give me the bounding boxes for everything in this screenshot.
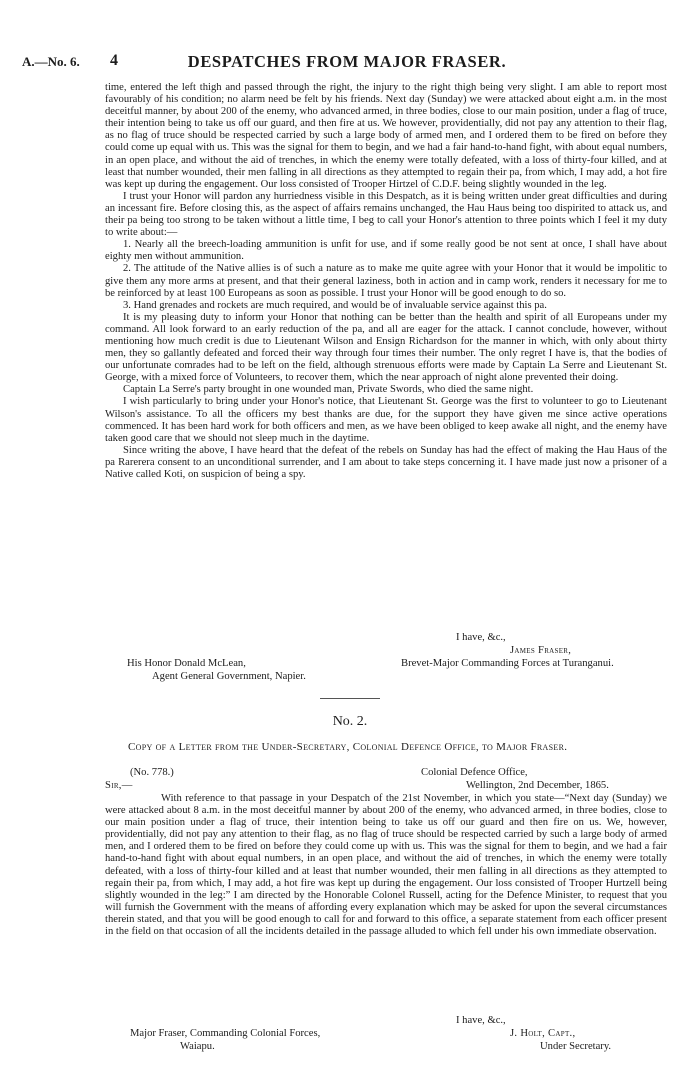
page-number: 4 (110, 52, 118, 69)
signature-title: Brevet-Major Commanding Forces at Turanganui. (401, 658, 614, 669)
page-header (22, 52, 672, 74)
paragraph: It is my pleasing duty to inform your Honor that nothing can be better than the health and spirit of all Europeans under my command. All look forward to an early reduction of the pa, and all are eager for the attack. I cannot conclude, however, without mentioning how much credit is due to Lieutenant Wilson and Ensign Richardson for the manner in which, with only about thirty men, they so gallantly defeated and forced their way through four times their number. The only regret I have is, that the bodies of our unfortunate comrades had to be left on the field, although strenuous efforts were made by Captain La Serre and Lieutenant St. George, with a mixed force of Volunteers, to recover them, which the near approach of night alone prevented their doing. (105, 311, 667, 384)
paragraph: I wish particularly to bring under your Honor's notice, that Lieutenant St. George was the first to volunteer to go to Lieutenant Wilson's assistance. To all the officers my best thanks are due, for the support they have given me since active operations commenced. It has been hard work for both officers and men, as we have been obliged to keep awake all night, and the enemy have taken good care that we should not sleep much in the daytime. (105, 396, 667, 444)
letter-number-heading: No. 2. (332, 714, 368, 729)
addressee-name: His Honor Donald McLean, (127, 658, 246, 669)
paragraph: 1. Nearly all the breech-loading ammunition is unfit for use, and if some really good be not sent at once, I shall have about eighty men without ammunition. (105, 239, 667, 263)
letter-date: Wellington, 2nd December, 1865. (466, 780, 609, 791)
closing-line: I have, &c., (456, 1015, 506, 1026)
signature-title: Under Secretary. (540, 1041, 612, 1052)
addressee-title: Agent General Government, Napier. (152, 671, 306, 682)
paragraph: I trust your Honor will pardon any hurriedness visible in this Despatch, as it is being written under great difficulties and during an incessant fire. Before closing this, as the aspect of affairs remains unchanged, the Hau Haus being too dispirited to attack us, and their pa being too strong to be taken without a little time, I beg to call your Honor's attention to three points which I feel it my duty to write about:— (105, 190, 667, 239)
signature-name: J. Holt, Capt., (510, 1028, 576, 1039)
addressee-location: Waiapu. (180, 1041, 215, 1052)
office-name: Colonial Defence Office, (421, 767, 528, 778)
salutation: Sir,— (105, 780, 133, 791)
paragraph: time, entered the left thigh and passed through the right, the injury to the right thigh being very slight. I am able to report most favourably of his condition; no alarm need be felt by his friends. Next day (Sunday) we were attacked about eight a.m. in the most deceitful manner, by about 200 of the enemy, who advanced armed, in three bodies, close to our main position, under a flag of truce, their intention being to take us off our guard, and then fire at us. We however, providentially, did not pay any attention to their flag, as no flag of truce should be respected carried by such a large body of armed men, and I ordered them to be fired on before they could come up equal with us. This was the signal for them to begin, and we had a fair hand-to-hand fight, with about equal numbers, in an open place, and without the aid of trenches, in which the enemy were totally defeated, with a loss of thirty-four killed, and at least that number wounded, their men falling in all directions as they attempted to regain their pa, from which, I may add, a hot fire was kept up during the engagement. Our loss consisted of Trooper Hirtzel of C.D.F. being slightly wounded in the leg. (105, 82, 667, 190)
closing-line: I have, &c., (456, 632, 506, 643)
letter-one-body (105, 82, 667, 481)
paragraph: 3. Hand grenades and rockets are much required, and would be of invaluable service against this pa. (123, 299, 547, 311)
paragraph: 2. The attitude of the Native allies is of such a nature as to make me quite agree with your Honor that it would be impolitic to give them any more arms at present, and that their general laziness, both in action and in camp work, renders it necessary for me to be reinforced by at least 100 Europeans as soon as possible. I trust your Honor will be good enough to do so. (105, 263, 667, 299)
paragraph: With reference to that passage in your Despatch of the 21st November, in which you state—“Next day (Sunday) we were attacked about 8 a.m. in the most deceitful manner by about 200 of the enemy, who advanced armed, in three bodies, close to our main position under a flag of truce, their intention being to take us off our guard and then fire on us. We, however, providentially, did not pay any attention to their flag, as no flag of truce should be respected carried by such a large body of armed men, and I ordered them to be fired on before they could come up with us. This was the signal for them to begin, and we had a fair hand-to-hand fight with about equal numbers, in an open place, and without the aid of trenches, in which the enemy were totally defeated, with a loss of thirty-four killed and at least that number wounded, their men falling in all directions as they attempted to regain their pa, from which, I may add, a hot fire was kept up during the engagement. Our loss consisted of Trooper Hurtzell being slightly wounded in the leg:” I am directed by the Honorable Colonel Russell, acting for the Defence Minister, to request that you will furnish the Government with the means of affording every explanation which may be asked for upon the several circumstances therein stated, and that you will be good enough to call for and forward to this office, a separate statement from each officer present in the field on that occasion of all the incidents detailed in the passage alluded to which fell under his own immediate observation. (105, 793, 667, 938)
reference-number: (No. 778.) (130, 767, 174, 778)
addressee-name: Major Fraser, Commanding Colonial Forces, (130, 1028, 321, 1039)
signature-name: James Fraser, (510, 645, 572, 656)
running-title: DESPATCHES FROM MAJOR FRASER. (187, 52, 507, 71)
section-divider (320, 698, 380, 699)
paragraph: Captain La Serre's party brought in one wounded man, Private Swords, who died the same night. (123, 384, 534, 396)
document-reference: A.—No. 6. (22, 54, 80, 69)
letter-description: Copy of a Letter from the Under-Secretary, Colonial Defence Office, to Major Fraser. (128, 741, 568, 753)
letter-two-body (105, 793, 667, 938)
paragraph: Since writing the above, I have heard that the defeat of the rebels on Sunday has had the effect of making the Hau Haus of the pa Rarerera consent to an unconditional surrender, and I am about to take steps concerning it. I have made just now a prisoner of a Native called Koti, on suspicion of being a spy. (105, 444, 667, 480)
